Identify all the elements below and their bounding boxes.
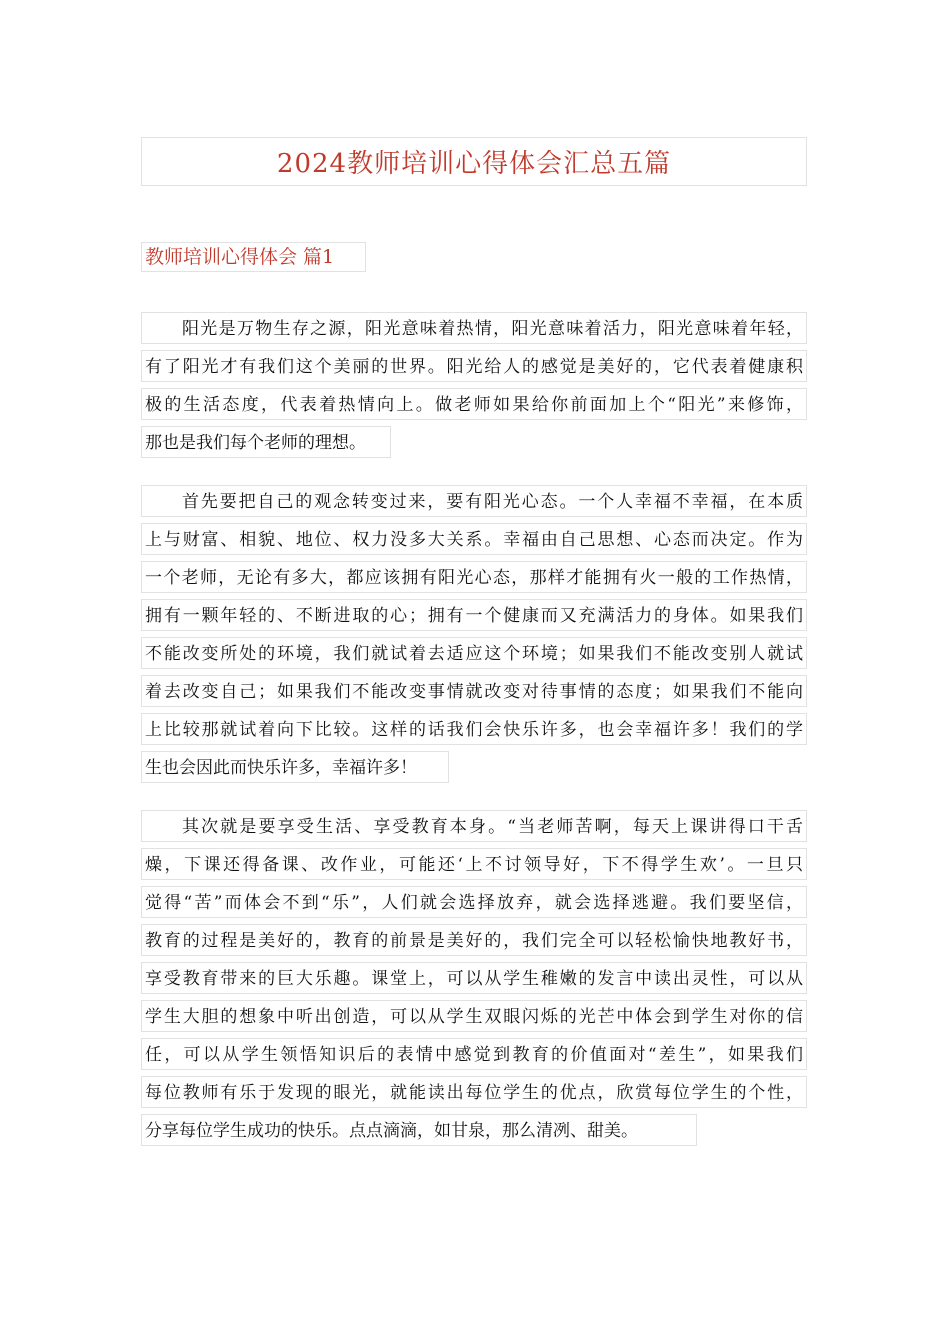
text-line: 生也会因此而快乐许多，幸福许多！ — [141, 751, 449, 783]
text-line: 不能改变所处的环境，我们就试着去适应这个环境；如果我们不能改变别人就试 — [141, 637, 807, 669]
text-line: 极的生活态度，代表着热情向上。做老师如果给你前面加上个“阳光”来修饰， — [141, 388, 807, 420]
text-line: 每位教师有乐于发现的眼光，就能读出每位学生的优点，欣赏每位学生的个性， — [141, 1076, 807, 1108]
text-line: 其次就是要享受生活、享受教育本身。“当老师苦啊，每天上课讲得口干舌 — [141, 810, 807, 842]
text-line: 拥有一颗年轻的、不断进取的心；拥有一个健康而又充满活力的身体。如果我们 — [141, 599, 807, 631]
text-line: 那也是我们每个老师的理想。 — [141, 426, 391, 458]
paragraph-3 — [141, 810, 807, 1152]
text-line: 一个老师，无论有多大，都应该拥有阳光心态，那样才能拥有火一般的工作热情， — [141, 561, 807, 593]
paragraph-1 — [141, 312, 807, 464]
text-line: 着去改变自己；如果我们不能改变事情就改变对待事情的态度；如果我们不能向 — [141, 675, 807, 707]
text-line: 首先要把自己的观念转变过来，要有阳光心态。一个人幸福不幸福，在本质 — [141, 485, 807, 517]
text-line: 任，可以从学生领悟知识后的表情中感觉到教育的价值面对“差生”，如果我们 — [141, 1038, 807, 1070]
text-line: 分享每位学生成功的快乐。点点滴滴，如甘泉，那么清冽、甜美。 — [141, 1114, 697, 1146]
text-line: 阳光是万物生存之源，阳光意味着热情，阳光意味着活力，阳光意味着年轻， — [141, 312, 807, 344]
text-line: 有了阳光才有我们这个美丽的世界。阳光给人的感觉是美好的，它代表着健康积 — [141, 350, 807, 382]
text-line: 学生大胆的想象中听出创造，可以从学生双眼闪烁的光芒中体会到学生对你的信 — [141, 1000, 807, 1032]
section-heading: 教师培训心得体会 篇1 — [141, 242, 366, 272]
document-title-box — [141, 137, 807, 186]
text-line: 觉得“苦”而体会不到“乐”，人们就会选择放弃，就会选择逃避。我们要坚信， — [141, 886, 807, 918]
text-line: 上比较那就试着向下比较。这样的话我们会快乐许多，也会幸福许多！我们的学 — [141, 713, 807, 745]
text-line: 享受教育带来的巨大乐趣。课堂上，可以从学生稚嫩的发言中读出灵性，可以从 — [141, 962, 807, 994]
document-title: 2024教师培训心得体会汇总五篇 — [276, 149, 672, 179]
paragraph-2 — [141, 485, 807, 789]
text-line: 教育的过程是美好的，教育的前景是美好的，我们完全可以轻松愉快地教好书， — [141, 924, 807, 956]
text-line: 上与财富、相貌、地位、权力没多大关系。幸福由自己思想、心态而决定。作为 — [141, 523, 807, 555]
text-line: 燥，下课还得备课、改作业，可能还‘上不讨领导好，下不得学生欢’。一旦只 — [141, 848, 807, 880]
